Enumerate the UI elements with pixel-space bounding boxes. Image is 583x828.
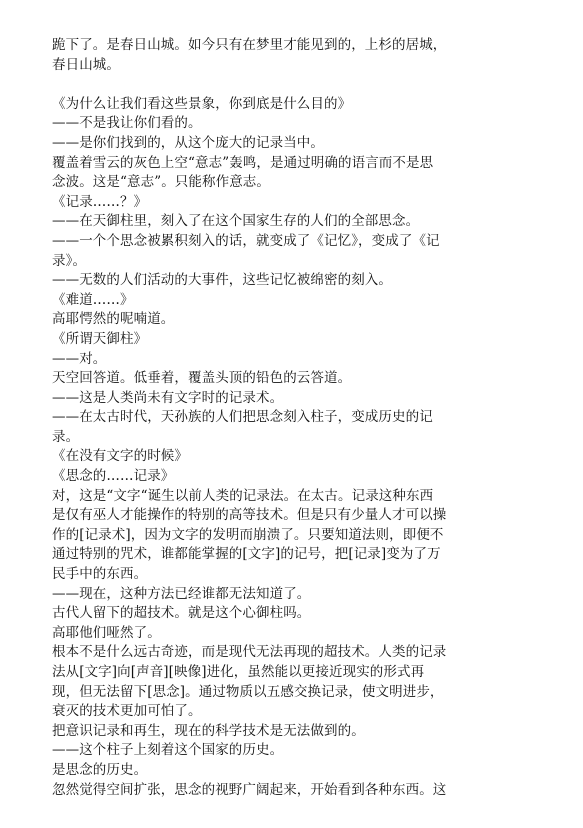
- text-line: 《所谓天御柱》: [52, 330, 148, 347]
- text-line: ——一个个思念被累积刻入的话，就变成了《记忆》，变成了《记: [52, 232, 440, 249]
- text-line: 跪下了。是春日山城。如今只有在梦里才能见到的，上杉的居城，: [52, 37, 447, 53]
- text-line: 覆盖着雪云的灰色上空“意志”轰鸣，是通过明确的语言而不是思: [52, 154, 434, 171]
- text-line: 念波。这是“意志”。只能称作意志。: [52, 174, 271, 191]
- text-line: 法从[文字]向[声音][映像]进化，虽然能以更接近现实的形式再: [52, 664, 425, 680]
- text-line: 春日山城。: [52, 56, 120, 73]
- text-line: 录。: [52, 428, 80, 445]
- text-line: ——不是我让你们看的。: [52, 115, 202, 132]
- text-line: 高耶他们哑然了。: [52, 624, 161, 641]
- text-line: ——在天御柱里，刻入了在这个国家生存的人们的全部思念。: [52, 213, 420, 230]
- text-line: 《记录……？》: [52, 193, 148, 210]
- text-line: ——对。: [52, 350, 107, 367]
- document-page: [52, 36, 530, 800]
- text-line: ——这个柱子上刻着这个国家的历史。: [52, 742, 284, 759]
- text-line: 作的[记录术]，因为文字的发明而崩溃了。只要知道法则，即便不: [52, 526, 444, 543]
- text-line: ——在太古时代，天孙族的人们把思念刻入柱子，变成历史的记: [52, 409, 433, 426]
- text-line: 天空回答道。低垂着，覆盖头顶的铅色的云答道。: [52, 370, 352, 387]
- text-line: 是仅有巫人才能操作的特别的高等技术。但是只有少量人才可以操: [52, 507, 447, 524]
- text-line: ——是你们找到的，从这个庞大的记录当中。: [52, 134, 324, 151]
- text-line: ——现在，这种方法已经谁都无法知道了。: [52, 585, 311, 602]
- text-line: 《难道……》: [52, 291, 134, 308]
- text-line: 录》。: [52, 252, 87, 269]
- text-line: 《在没有文字的时候》: [52, 448, 188, 465]
- text-line: 是思念的历史。: [52, 761, 148, 778]
- text-line: ——这是人类尚未有文字时的记录术。: [52, 389, 284, 406]
- text-line: 把意识记录和再生，现在的科学技术是无法做到的。: [52, 722, 365, 739]
- text-line: 衰灭的技术更加可怕了。: [52, 703, 202, 720]
- text-line: 民手中的东西。: [52, 566, 148, 583]
- text-line: ——无数的人们活动的大事件，这些记忆被绵密的刻入。: [52, 272, 392, 289]
- text-line: 《为什么让我们看这些景象，你到底是什么目的》: [52, 95, 352, 112]
- text-line: 《思念的……记录》: [52, 468, 175, 485]
- text-line: 现，但无法留下[思念]。通过物质以五感交换记录，使文明进步，: [52, 683, 444, 700]
- text-line: 忽然觉得空间扩张，思念的视野广阔起来，开始看到各种东西。这: [52, 781, 447, 798]
- text-line: 根本不是什么远古奇迹，而是现代无法再现的超技术。人类的记录: [52, 644, 447, 661]
- text-line: 通过特别的咒术，谁都能掌握的[文字]的记号，把[记录]变为了万: [52, 546, 441, 563]
- text-line: 古代人留下的超技术。就是这个心御柱吗。: [52, 605, 311, 622]
- text-line: 对，这是“文字“诞生以前人类的记录法。在太古。记录这种东西: [52, 487, 434, 504]
- blank-line: [52, 75, 530, 95]
- text-line: 高耶愕然的呢喃道。: [52, 311, 175, 328]
